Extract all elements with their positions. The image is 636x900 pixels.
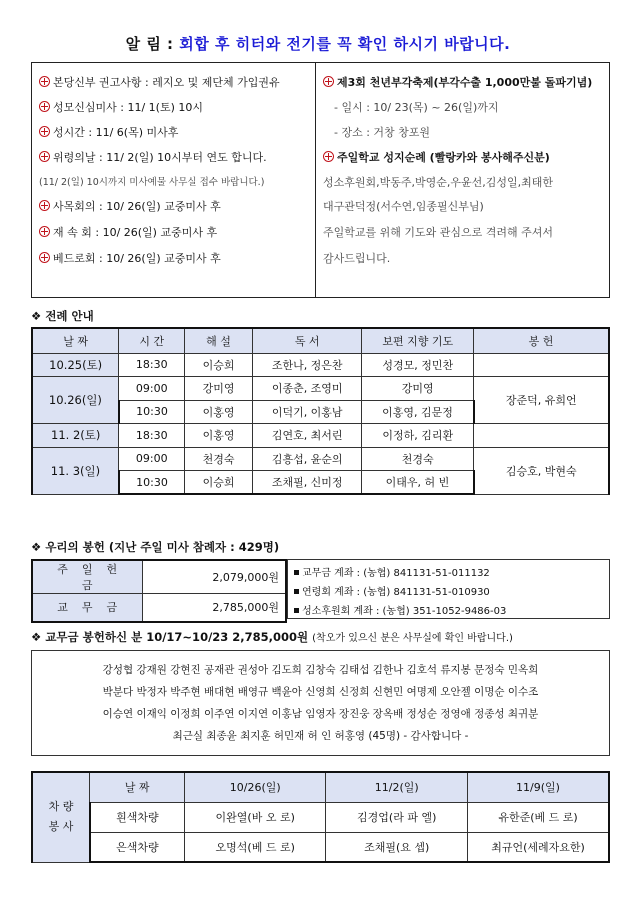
announcement-text: - 일시 : 10/ 23(목) ~ 26(일)까지 — [334, 101, 499, 114]
announcement-text: 주일학교를 위해 기도와 관심으로 격려해 주셔서 — [323, 226, 554, 239]
date-cell: 10.25(토) — [32, 353, 119, 377]
bank-accounts — [287, 559, 610, 619]
commentary-cell: 천경숙 — [185, 447, 253, 471]
account-line: 성소후원회 계좌 : (농협) 351-1052-9486-03 — [294, 602, 506, 617]
reading-cell: 조한나, 정은찬 — [252, 353, 362, 377]
donors-box — [31, 650, 610, 756]
announcement-line — [334, 124, 430, 140]
vehicle-date: 11/9(일) — [467, 772, 609, 802]
time-cell: 09:00 — [119, 447, 185, 471]
announcement-text: 주일학교 성지순례 (빨랑카와 봉사해주신분) — [337, 151, 550, 164]
offering-cell — [474, 424, 609, 448]
table-row — [32, 832, 609, 862]
vehicle-driver: 최규언(세례자요한) — [467, 832, 609, 862]
cross-icon — [39, 252, 50, 263]
account-line: 교무금 계좌 : (농협) 841131-51-011132 — [294, 564, 490, 579]
donors-note: (착오가 있으신 분은 사무실에 확인 바랍니다.) — [312, 633, 513, 644]
vehicle-service-label: 차 량 봉 사 — [32, 772, 90, 862]
prayer-cell: 천경숙 — [362, 447, 474, 471]
time-cell: 10:30 — [119, 471, 185, 495]
header-offering: 봉 헌 — [474, 328, 609, 353]
cross-icon — [39, 101, 50, 112]
time-cell: 10:30 — [119, 400, 185, 424]
header-commentary: 해 설 — [185, 328, 253, 353]
announcement-text: 성모신심미사 : 11/ 1(토) 10시 — [53, 101, 203, 114]
announcement-line — [39, 99, 203, 115]
announcement-line — [39, 198, 221, 214]
commentary-cell: 이홍영 — [185, 400, 253, 424]
announcement-text: 베드로회 : 10/ 26(일) 교중미사 후 — [53, 252, 221, 265]
announcement-text: 재 속 회 : 10/ 26(일) 교중미사 후 — [53, 226, 218, 239]
notice-banner — [0, 33, 636, 54]
announcement-text: 위령의날 : 11/ 2(일) 10시부터 연도 합니다. — [53, 151, 267, 164]
attendance-count: (지난 주일 미사 참례자 : 429명) — [108, 540, 280, 554]
announcement-text: 사목회의 : 10/ 26(일) 교중미사 후 — [53, 200, 221, 213]
commentary-cell: 이승희 — [185, 353, 253, 377]
liturgy-table — [31, 327, 610, 495]
announcement-text: 본당신부 권고사항 : 레지오 및 제단체 가입권유 — [53, 76, 280, 89]
reading-cell: 김흥섭, 윤순의 — [252, 447, 362, 471]
diamond-bullet-icon: ❖ — [31, 540, 42, 554]
offering-heading: ❖ 우리의 봉헌 (지난 주일 미사 참례자 : 429명) — [31, 540, 280, 554]
header-prayer: 보편 지향 기도 — [362, 328, 474, 353]
table-row — [32, 424, 609, 448]
announcement-line — [39, 174, 264, 188]
diamond-bullet-icon: ❖ — [31, 630, 42, 644]
offering-table — [31, 559, 287, 623]
donor-names-line: 강성협 강재원 강현진 공재관 권성아 김도희 김창숙 김태섭 김한나 김호석 류지봉 문정숙 민옥희 — [102, 664, 539, 676]
offering-value: 2,785,000원 — [142, 594, 286, 622]
announcement-box — [31, 62, 610, 298]
announcement-text: 성시간 : 11/ 6(목) 미사후 — [53, 126, 179, 139]
announcement-line — [39, 224, 217, 240]
announcement-text: 감사드립니다. — [323, 252, 391, 265]
cross-icon — [323, 151, 334, 162]
table-row — [32, 353, 609, 377]
table-row — [32, 802, 609, 832]
prayer-cell: 강미영 — [362, 377, 474, 401]
notice-message: 회합 후 히터와 전기를 꼭 확인 하시기 바랍니다. — [179, 35, 511, 53]
donor-names-line: 최근실 최종윤 최지훈 허민재 허 인 허홍영 (45명) - 감사합니다 - — [172, 730, 469, 742]
table-row — [32, 377, 609, 401]
commentary-cell: 이홍영 — [185, 424, 253, 448]
commentary-cell: 이승희 — [185, 471, 253, 495]
announcement-text: 대구관덕정(서수연,임종필신부님) — [323, 200, 484, 213]
time-cell: 18:30 — [119, 353, 185, 377]
cross-icon — [39, 126, 50, 137]
date-cell: 11. 3(일) — [32, 447, 119, 494]
offering-label: 주일헌금 — [32, 560, 142, 594]
vehicle-type: 은색차량 — [90, 832, 185, 862]
announcement-left-column — [32, 63, 316, 297]
prayer-cell: 이홍영, 김문정 — [362, 400, 474, 424]
vehicle-date: 10/26(일) — [184, 772, 326, 802]
date-cell: 11. 2(토) — [32, 424, 119, 448]
table-row — [32, 594, 286, 622]
vehicle-driver: 오명석(베 드 로) — [184, 832, 326, 862]
donors-period: 10/17~10/23 2,785,000원 — [146, 630, 309, 644]
announcement-text: - 장소 : 거창 창포원 — [334, 126, 431, 139]
cross-icon — [323, 76, 334, 87]
donor-names-line: 박분다 박정자 박주현 배대현 배영규 백윤아 신영희 신정희 신현민 여명제 오안젤 이명순 이수조 — [102, 686, 539, 698]
vehicle-date-label: 날 짜 — [90, 772, 185, 802]
announcement-line — [39, 124, 178, 140]
announcement-line — [39, 149, 267, 165]
offering-cell — [474, 353, 609, 377]
announcement-line — [334, 99, 499, 115]
liturgy-heading: ❖ 전례 안내 — [31, 309, 94, 323]
liturgy-header-row — [32, 328, 609, 353]
prayer-cell: 성경모, 정민찬 — [362, 353, 474, 377]
announcement-right-column — [316, 63, 609, 297]
vehicle-date: 11/2(일) — [326, 772, 467, 802]
offering-section — [31, 559, 610, 619]
square-bullet-icon — [294, 589, 299, 594]
table-row — [32, 560, 286, 594]
notice-label: 알 림 : — [125, 35, 174, 53]
vehicle-driver: 김경업(라 파 엘) — [326, 802, 467, 832]
offering-cell: 장준덕, 유희언 — [474, 377, 609, 424]
vehicle-driver: 유한준(베 드 로) — [467, 802, 609, 832]
announcement-line — [323, 149, 550, 165]
cross-icon — [39, 226, 50, 237]
reading-cell: 김연호, 최서린 — [252, 424, 362, 448]
table-row — [32, 772, 609, 802]
announcement-text: (11/ 2(일) 10시까지 미사예물 사무실 접수 바랍니다.) — [39, 177, 265, 188]
announcement-line — [323, 224, 553, 240]
reading-cell: 이덕기, 이홍남 — [252, 400, 362, 424]
header-date: 날 짜 — [32, 328, 119, 353]
account-line: 연령회 계좌 : (농협) 841131-51-010930 — [294, 583, 490, 598]
announcement-line — [39, 250, 221, 266]
time-cell: 09:00 — [119, 377, 185, 401]
vehicle-service-table — [31, 771, 610, 863]
announcement-line — [39, 74, 280, 90]
offering-cell: 김승호, 박현숙 — [474, 447, 609, 494]
offering-label: 교무금 — [32, 594, 142, 622]
announcement-line — [323, 174, 553, 190]
announcement-line — [323, 74, 592, 90]
donor-names-line: 이승연 이재익 이정희 이주연 이지연 이홍남 임영자 장진웅 장옥배 정성순 정영애 정종성 최귀분 — [102, 708, 539, 720]
donors-heading: ❖ 교무금 봉헌하신 분 10/17~10/23 2,785,000원 (착오가 있으신 분은 사무실에 확인 바랍니다.) — [31, 630, 513, 644]
cross-icon — [39, 200, 50, 211]
prayer-cell: 이태우, 허 빈 — [362, 471, 474, 495]
reading-cell: 조채필, 신미정 — [252, 471, 362, 495]
vehicle-type: 흰색차량 — [90, 802, 185, 832]
announcement-text: 제3회 천년부각축제(부각수출 1,000만불 돌파기념) — [337, 76, 593, 89]
announcement-line — [323, 198, 484, 214]
announcement-text: 성소후원회,박동주,박영순,우윤선,김성일,최태한 — [323, 176, 554, 189]
cross-icon — [39, 151, 50, 162]
square-bullet-icon — [294, 608, 299, 613]
reading-cell: 이종춘, 조영미 — [252, 377, 362, 401]
offering-value: 2,079,000원 — [142, 560, 286, 594]
vehicle-driver: 이완열(바 오 로) — [184, 802, 326, 832]
header-time: 시 간 — [119, 328, 185, 353]
header-reading: 독 서 — [252, 328, 362, 353]
diamond-bullet-icon: ❖ — [31, 309, 42, 323]
square-bullet-icon — [294, 570, 299, 575]
announcement-line — [323, 250, 390, 266]
table-row — [32, 447, 609, 471]
vehicle-driver: 조채필(요 셉) — [326, 832, 467, 862]
commentary-cell: 강미영 — [185, 377, 253, 401]
cross-icon — [39, 76, 50, 87]
date-cell: 10.26(일) — [32, 377, 119, 424]
prayer-cell: 이정하, 김리환 — [362, 424, 474, 448]
time-cell: 18:30 — [119, 424, 185, 448]
